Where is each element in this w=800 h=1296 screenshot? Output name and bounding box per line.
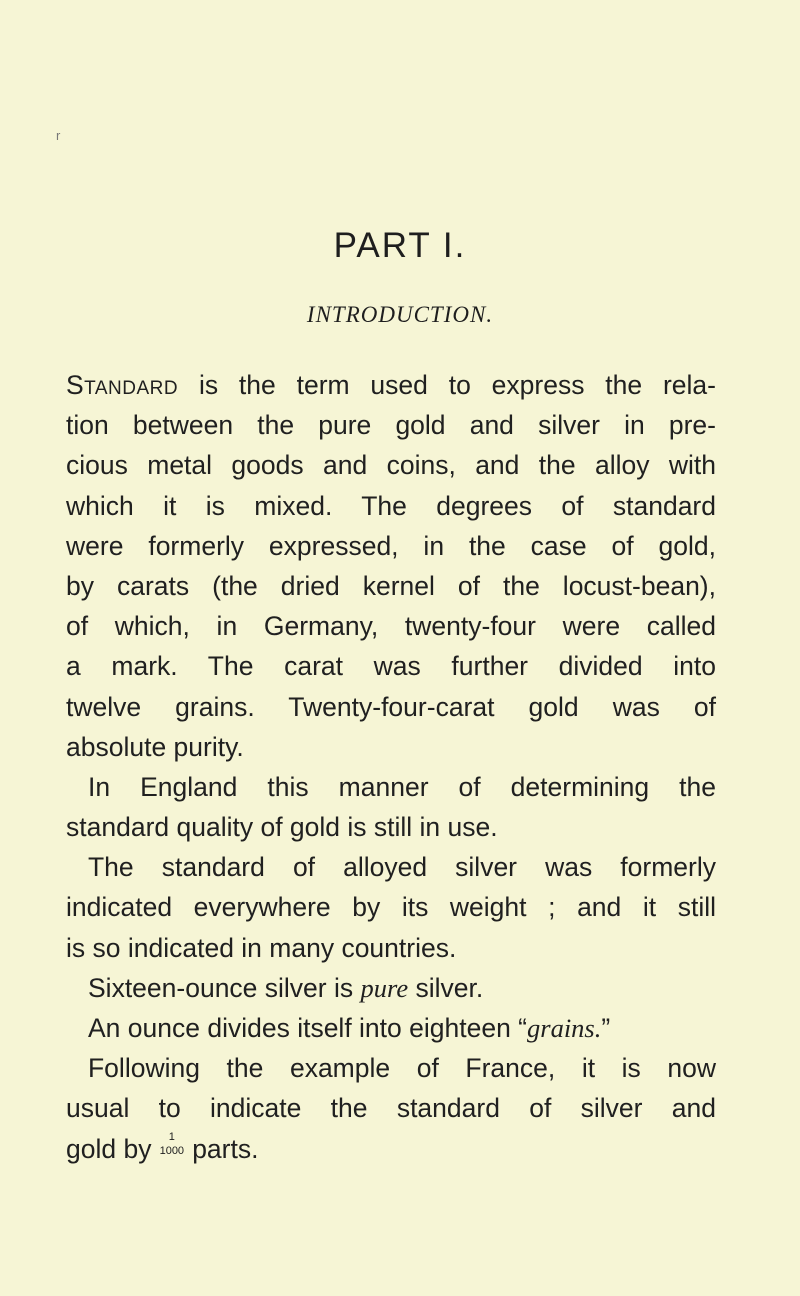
text-line: [66, 365, 716, 405]
text-line: standard quality of gold is still in use.: [66, 812, 498, 843]
text-fragment: parts.: [184, 1133, 259, 1164]
text-line: The standard of alloyed silver was formerly: [88, 852, 716, 883]
text-line: tion between the pure gold and silver in pre-: [66, 410, 716, 441]
text-fragment: silver.: [408, 972, 484, 1003]
body-text: [66, 365, 716, 1169]
text-fragment: Sixteen-ounce silver is: [88, 972, 361, 1003]
text-line: a mark. The carat was further divided into: [66, 651, 716, 682]
fraction-denominator: 1000: [159, 1144, 185, 1157]
section-title: INTRODUCTION.: [306, 302, 494, 327]
text-fragment: is the term used to express the rela-: [178, 370, 716, 400]
text-line: cious metal goods and coins, and the alloy with: [66, 450, 716, 481]
text-line: Following the example of France, it is now: [88, 1053, 716, 1084]
text-line: were formerly expressed, in the case of gold,: [66, 530, 716, 561]
corner-mark: r: [56, 128, 61, 143]
emphasis-text: grains.: [527, 1013, 602, 1043]
fraction: [159, 1130, 185, 1160]
text-fragment: gold by: [66, 1133, 159, 1164]
part-title: PART I.: [333, 226, 467, 265]
text-line: usual to indicate the standard of silver and: [66, 1093, 716, 1124]
text-line: is so indicated in many countries.: [66, 932, 457, 963]
text-line: absolute purity.: [66, 731, 244, 762]
text-line: [66, 1008, 716, 1048]
fraction-numerator: 1: [168, 1130, 175, 1143]
lead-word: Standard: [66, 370, 179, 400]
text-fragment: ”: [601, 1013, 611, 1043]
text-line: by carats (the dried kernel of the locust-bean),: [66, 570, 716, 601]
text-line: [66, 1129, 716, 1169]
text-line: indicated everywhere by its weight ; and it still: [66, 892, 716, 923]
text-line: In England this manner of determining the: [88, 771, 716, 802]
emphasis-text: pure: [360, 972, 409, 1003]
text-fragment: An ounce divides itself into eighteen “: [88, 1013, 527, 1043]
text-line: [66, 968, 716, 1008]
text-line: which it is mixed. The degrees of standard: [66, 490, 716, 521]
text-line: twelve grains. Twenty-four-carat gold was of: [66, 691, 716, 722]
text-line: of which, in Germany, twenty-four were called: [66, 611, 716, 642]
